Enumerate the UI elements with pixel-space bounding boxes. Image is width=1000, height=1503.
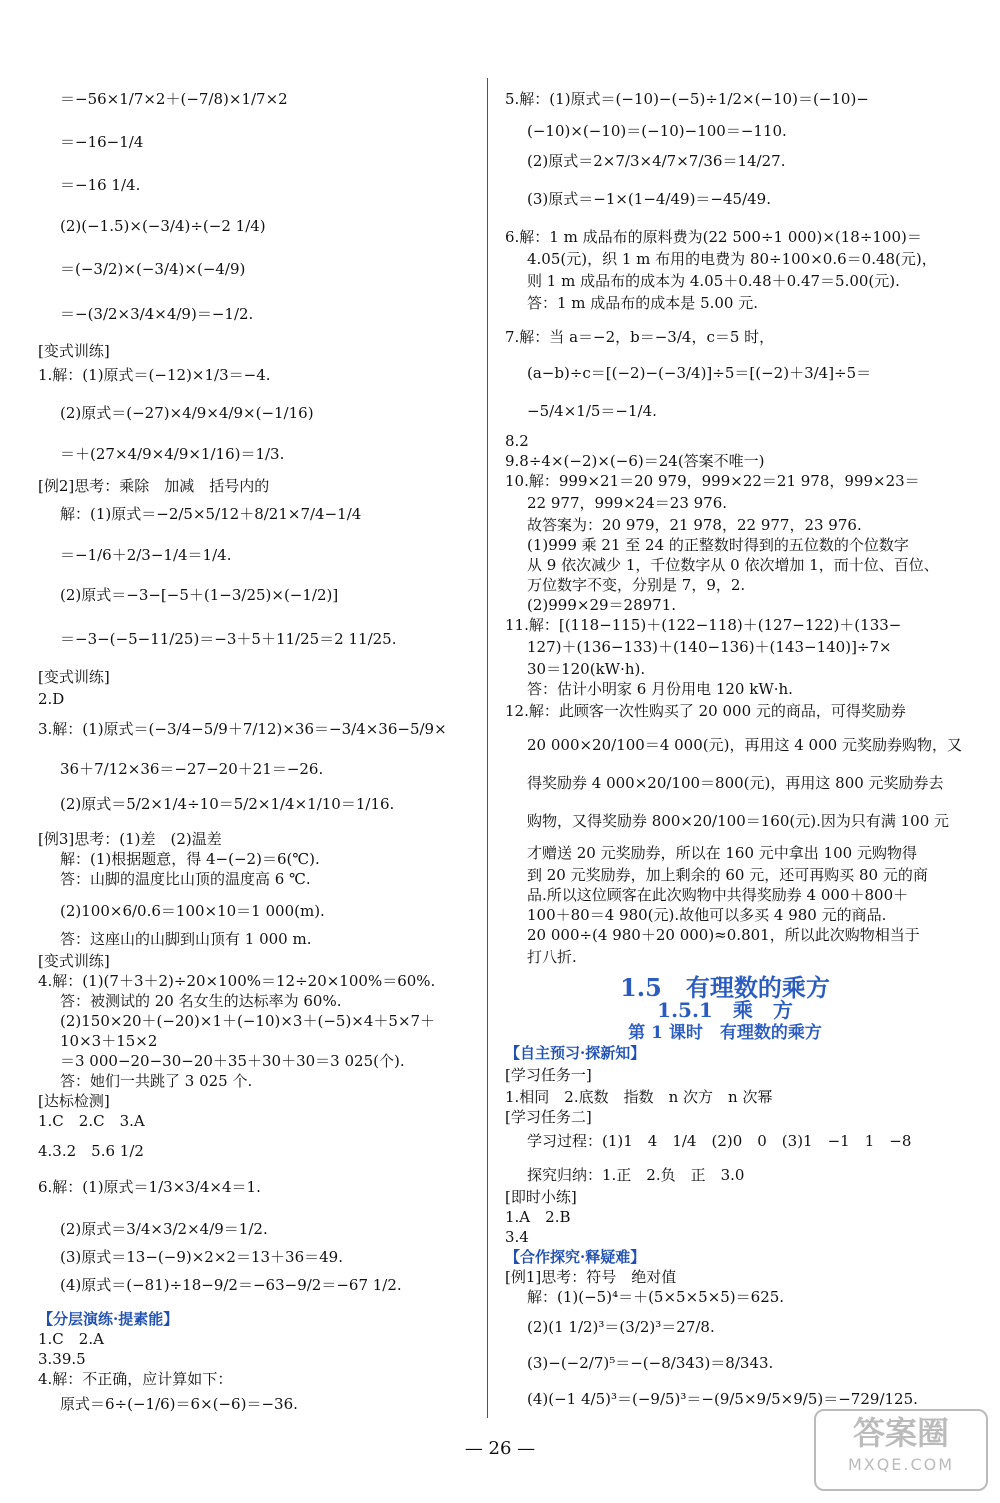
right-line: 127)＋(136−133)＋(140−136)＋(143−140)]÷7× [527, 638, 892, 656]
left-line: ＝(−3/2)×(−3/4)×(−4/9) [60, 260, 246, 278]
left-line: 3.39.5 [38, 1350, 86, 1368]
left-line: 6.解：(1)原式＝1/3×3/4×4＝1. [38, 1178, 261, 1196]
left-line: [例2]思考：乘除 加减 括号内的 [38, 477, 270, 495]
right-line: 8.2 [505, 432, 529, 450]
right-line: 打八折. [527, 948, 577, 966]
left-line: 1.C 2.A [38, 1330, 104, 1348]
left-line: [达标检测] [38, 1092, 110, 1110]
right-line: [例1]思考：符号 绝对值 [505, 1268, 677, 1286]
left-line: (2)原式＝(−27)×4/9×4/9×(−1/16) [60, 404, 314, 422]
watermark-text: 答案圈 [852, 1414, 949, 1452]
left-line: 4.解：不正确，应计算如下： [38, 1370, 233, 1388]
left-line: 解：(1)根据题意，得 4−(−2)＝6(℃). [60, 850, 320, 868]
right-line: 22 977，999×24＝23 976. [527, 494, 728, 512]
right-line: 答：估计小明家 6 月份用电 120 kW·h. [527, 680, 793, 698]
left-line: 答：山脚的温度比山顶的温度高 6 ℃. [60, 870, 311, 888]
left-line: ＝−16−1/4 [60, 133, 144, 151]
right-line: 11.解：[(118−115)＋(122−118)＋(127−122)＋(133− [505, 616, 902, 634]
right-line: (2)原式＝2×7/3×4/7×7/36＝14/27. [527, 152, 786, 170]
left-line: 10×3＋15×2 [60, 1032, 158, 1050]
left-line: ＝＋(27×4/9×4/9×1/16)＝1/3. [60, 445, 285, 463]
right-line: (a−b)÷c＝[(−2)−(−3/4)]÷5＝[(−2)＋3/4]÷5＝ [527, 364, 872, 382]
left-line: [变式训练] [38, 952, 110, 970]
section-title: 1.5.1 乘 方 [657, 998, 793, 1022]
left-line: ＝−1/6＋2/3−1/4＝1/4. [60, 546, 232, 564]
page-number: — 26 — [464, 1438, 536, 1459]
left-line: (2)原式＝5/2×1/4÷10＝5/2×1/4×1/10＝1/16. [60, 795, 395, 813]
right-line: 5.解：(1)原式＝(−10)−(−5)÷1/2×(−10)＝(−10)− [505, 90, 869, 108]
right-line: (2)999×29＝28971. [527, 596, 677, 614]
right-line: 20 000×20/100＝4 000(元)，再用这 4 000 元奖励券购物，又 [527, 736, 962, 754]
section-title: 1.5 有理数的乘方 [620, 973, 830, 1002]
right-line: 解：(1)(−5)⁴＝＋(5×5×5×5)＝625. [527, 1288, 785, 1306]
right-line: (1)999 乘 21 至 24 的正整数时得到的五位数的个位数字 [527, 536, 909, 554]
right-line: [学习任务一] [505, 1066, 592, 1084]
right-line: 故答案为：20 979，21 978，22 977，23 976. [527, 516, 862, 534]
right-line: (4)(−1 4/5)³＝(−9/5)³＝−(9/5×9/5×9/5)＝−729/125. [527, 1390, 918, 1408]
right-line: 才赠送 20 元奖励券，所以在 160 元中拿出 100 元购物得 [527, 844, 917, 862]
right-line: 12.解：此顾客一次性购买了 20 000 元的商品，可得奖励券 [505, 702, 906, 720]
left-line: ＝−56×1/7×2＋(−7/8)×1/7×2 [60, 90, 288, 108]
left-line: (4)原式＝(−81)÷18−9/2＝−63−9/2＝−67 1/2. [60, 1276, 402, 1294]
right-line: 万位数字不变，分别是 7，9，2. [527, 576, 746, 594]
left-line: 答：她们一共跳了 3 025 个. [60, 1072, 253, 1090]
left-line: (3)原式＝13−(−9)×2×2＝13＋36＝49. [60, 1248, 343, 1266]
right-line: 10.解：999×21＝20 979，999×22＝21 978，999×23＝ [505, 472, 920, 490]
right-line: (2)(1 1/2)³＝(3/2)³＝27/8. [527, 1318, 715, 1336]
left-line: 1.解：(1)原式＝(−12)×1/3＝−4. [38, 366, 271, 384]
right-line: 购物，又得奖励券 800×20/100＝160(元).因为只有满 100 元 [527, 812, 950, 830]
right-line: 到 20 元奖励券，加上剩余的 60 元，还可再购买 80 元的商 [527, 866, 928, 884]
left-line: (2)150×20＋(−20)×1＋(−10)×3＋(−5)×4＋5×7＋ [60, 1012, 436, 1030]
left-line: (2)原式＝−3−[−5＋(1−3/25)×(−1/2)] [60, 586, 339, 604]
left-line: ＝3 000−20−30−20＋35＋30＋30＝3 025(个). [60, 1052, 405, 1070]
right-line: 1.相同 2.底数 指数 n 次方 n 次幂 [505, 1088, 773, 1106]
right-line: 30＝120(kW·h). [527, 660, 646, 678]
left-line: [变式训练] [38, 342, 110, 360]
right-line: 从 9 依次减少 1，千位数字从 0 依次增加 1，而十位、百位、 [527, 556, 939, 574]
right-line: 3.4 [505, 1228, 529, 1246]
right-line: 4.05(元)，织 1 m 布用的电费为 80÷100×0.6＝0.48(元)， [527, 250, 937, 268]
watermark-logo [814, 1409, 988, 1491]
left-line: 原式＝6÷(−1/6)＝6×(−6)＝−36. [60, 1395, 298, 1413]
right-line: 学习过程：(1)1 4 1/4 (2)0 0 (3)1 −1 1 −8 [527, 1132, 912, 1150]
left-line: (2)(−1.5)×(−3/4)÷(−2 1/4) [60, 217, 266, 235]
right-line: 【合作探究·释疑难】 [505, 1248, 646, 1266]
left-line: [变式训练] [38, 668, 110, 686]
left-line: ＝−(3/2×3/4×4/9)＝−1/2. [60, 305, 254, 323]
right-line: 答：1 m 成品布的成本是 5.00 元. [527, 294, 759, 312]
left-line: 【分层演练·提素能】 [38, 1310, 179, 1328]
right-line: (3)原式＝−1×(1−4/49)＝−45/49. [527, 190, 771, 208]
left-line: 答：这座山的山脚到山顶有 1 000 m. [60, 930, 312, 948]
left-line: ＝−3−(−5−11/25)＝−3＋5＋11/25＝2 11/25. [60, 630, 397, 648]
left-line: (2)100×6/0.6＝100×10＝1 000(m). [60, 902, 325, 920]
left-line: 36＋7/12×36＝−27−20＋21＝−26. [60, 760, 324, 778]
right-line: 20 000÷(4 980＋20 000)≈0.801，所以此次购物相当于 [527, 926, 920, 944]
right-line: (−10)×(−10)＝(−10)−100＝−110. [527, 122, 787, 140]
right-line: −5/4×1/5＝−1/4. [527, 402, 657, 420]
left-line: 2.D [38, 690, 65, 708]
right-line: 9.8÷4×(−2)×(−6)＝24(答案不唯一) [505, 452, 765, 470]
left-line: [例3]思考：(1)差 (2)温差 [38, 830, 222, 848]
column-divider [487, 78, 488, 1418]
right-line: 探究归纳：1.正 2.负 正 3.0 [527, 1166, 745, 1184]
right-line: [即时小练] [505, 1188, 577, 1206]
left-line: 4.解：(1)(7＋3＋2)÷20×100%＝12÷20×100%＝60%. [38, 972, 436, 990]
left-line: ＝−16 1/4. [60, 176, 141, 194]
left-line: 答：被测试的 20 名女生的达标率为 60%. [60, 992, 342, 1010]
right-line: 【自主预习·探新知】 [505, 1044, 646, 1062]
left-line: 解：(1)原式＝−2/5×5/12＋8/21×7/4−1/4 [60, 505, 362, 523]
right-line: 品.所以这位顾客在此次购物中共得奖励券 4 000＋800＋ [527, 886, 909, 904]
watermark-url: MXQE.COM [847, 1455, 955, 1474]
right-line: 6.解：1 m 成品布的原料费为(22 500÷1 000)×(18÷100)＝ [505, 228, 922, 246]
left-line: 1.C 2.C 3.A [38, 1112, 145, 1130]
left-line: (2)原式＝3/4×3/2×4/9＝1/2. [60, 1220, 268, 1238]
right-line: 1.A 2.B [505, 1208, 571, 1226]
right-line: (3)−(−2/7)⁵＝−(−8/343)＝8/343. [527, 1354, 774, 1372]
section-title: 第 1 课时 有理数的乘方 [628, 1023, 822, 1043]
right-line: 得奖励券 4 000×20/100＝800(元)，再用这 800 元奖励券去 [527, 774, 944, 792]
left-line: 3.解：(1)原式＝(−3/4−5/9＋7/12)×36＝−3/4×36−5/9× [38, 720, 447, 738]
right-line: 7.解：当 a＝−2，b＝−3/4，c＝5 时， [505, 328, 775, 346]
right-line: 100＋80＝4 980(元).故他可以多买 4 980 元的商品. [527, 906, 887, 924]
right-line: [学习任务二] [505, 1108, 592, 1126]
right-line: 则 1 m 成品布的成本为 4.05＋0.48＋0.47＝5.00(元). [527, 272, 900, 290]
left-line: 4.3.2 5.6 1/2 [38, 1142, 144, 1160]
